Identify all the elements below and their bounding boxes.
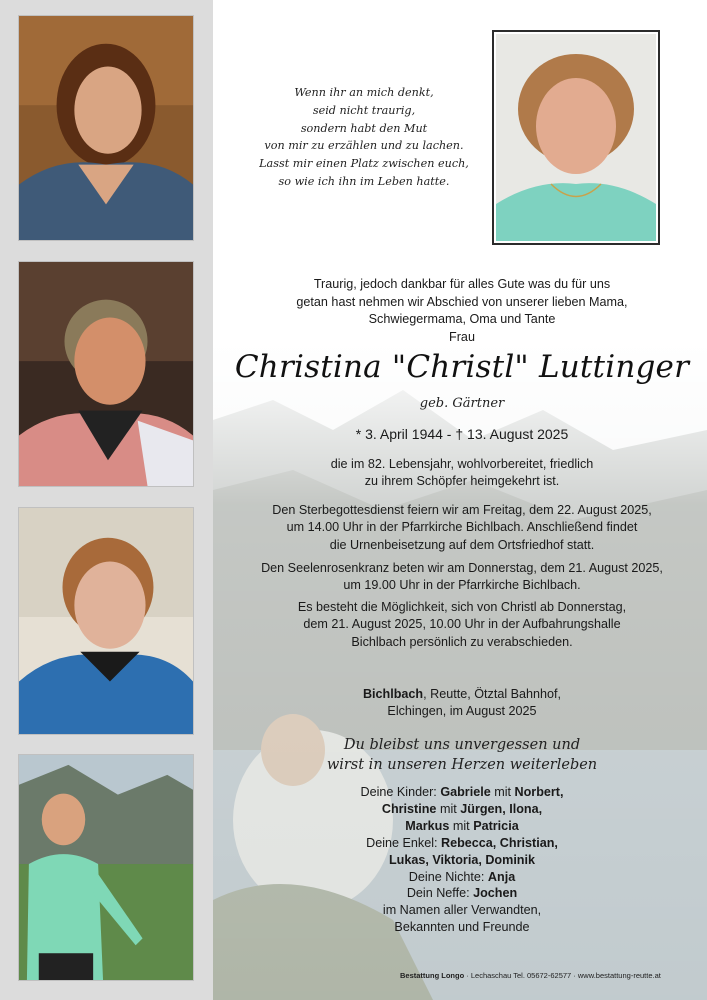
photo-woman-ski-jacket [18,261,194,487]
closing-line: im Namen aller Verwandten, [382,903,542,918]
place-line2: Elchingen, im August 2025 [387,704,537,719]
family-line [232,801,692,818]
intro-line: getan hast nehmen wir Abschied von unserer lieben Mama, [296,294,628,309]
with-word: mit [452,818,470,833]
nephew-label: Dein Neffe: [406,886,470,901]
text-line: dem 21. August 2025, 10.00 Uhr in der Aufbahrungshalle [303,617,621,632]
age-text [232,456,692,491]
place-rest: , Reutte, Ötztal Bahnhof, [423,687,562,701]
partner-name: Jürgen, Ilona, [460,801,543,816]
poem-line: so wie ich ihn im Leben hatte. [278,174,450,188]
deceased-name: Christina "Christl" Luttinger [234,349,690,385]
funeral-home-name: Bestattung Longo [400,971,465,980]
farewell-line: Du bleibst uns unvergessen und [343,737,581,753]
life-dates: * 3. April 1944 - † 13. August 2025 [355,426,569,442]
funeral-text [232,502,692,554]
poem-line: Wenn ihr an mich denkt, [294,86,434,99]
family-line [232,869,692,886]
niece-name: Anja [487,869,516,884]
family-line [232,885,692,902]
intro-text [232,276,692,346]
viewing-text [232,599,692,651]
family-line [232,784,692,801]
family-line [232,835,692,852]
poem-line: seid nicht traurig, [312,103,416,117]
with-word: mit [494,785,512,799]
portrait-photo [492,30,660,245]
grandchildren: Lukas, Viktoria, Dominik [388,852,536,867]
place-line [232,686,692,703]
child-name: Gabriele [440,785,491,799]
place-town: Bichlbach [362,687,424,701]
partner-name: Norbert, [514,785,564,799]
nephew-name: Jochen [473,886,518,901]
text-line: die im 82. Lebensjahr, wohlvorbereitet, friedlich [330,457,594,471]
text-line: die Urnenbeisetzung auf dem Ortsfriedhof statt. [329,537,595,552]
poem-line: sondern habt den Mut [300,121,428,135]
poem-line: von mir zu erzählen und zu lachen. [264,139,464,153]
birth-name: geb. Gärtner [419,396,505,411]
farewell-line: wirst in unseren Herzen weiterleben [326,757,598,773]
partner-name: Patricia [473,818,519,833]
text-line: Es besteht die Möglichkeit, sich von Christl ab Donnerstag, [297,600,627,614]
intro-line: Traurig, jedoch dankbar für alles Gute was du für uns [313,277,611,291]
rosary-text [232,560,692,595]
with-word: mit [439,801,457,816]
text-line: um 19.00 Uhr in der Pfarrkirche Bichlbach. [343,578,581,593]
photo-woman-blue-fleece [18,507,194,735]
family-line [232,852,692,869]
photo-young-woman [18,15,194,241]
memorial-poem [250,84,478,191]
grandchildren: Rebecca, Christian, [441,835,558,850]
intro-line: Frau [449,329,475,344]
text-line: Den Sterbegottesdienst feiern wir am Freitag, dem 22. August 2025, [272,503,652,517]
photo-sidebar [0,0,213,1000]
text-line: zu ihrem Schöpfer heimgekehrt ist. [364,474,560,489]
text-line: Den Seelenrosenkranz beten wir am Donnerstag, dem 21. August 2025, [261,561,663,575]
poem-line: Lasst mir einen Platz zwischen euch, [259,157,469,171]
child-name: Christine [381,801,437,816]
text-line: Bichlbach persönlich zu verabschieden. [351,634,573,649]
farewell-verse [232,735,692,775]
text-line: um 14.00 Uhr in der Pfarrkirche Bichlbach. Anschließend findet [286,520,638,535]
kinder-label: Deine Kinder: [360,785,437,799]
enkel-label: Deine Enkel: [366,835,438,850]
family-line [232,818,692,835]
place-date [232,686,692,721]
child-name: Markus [405,818,450,833]
funeral-home-address: · Lechaschau Tel. 05672-62577 · www.bestattung-reutte.at [466,971,661,980]
niece-label: Deine Nichte: [408,869,485,884]
family-list [232,784,692,936]
intro-line: Schwiegermama, Oma und Tante [368,312,556,327]
funeral-home-footer [400,971,700,980]
photo-woman-mountains [18,754,194,981]
closing-line: Bekannten und Freunde [394,920,530,935]
